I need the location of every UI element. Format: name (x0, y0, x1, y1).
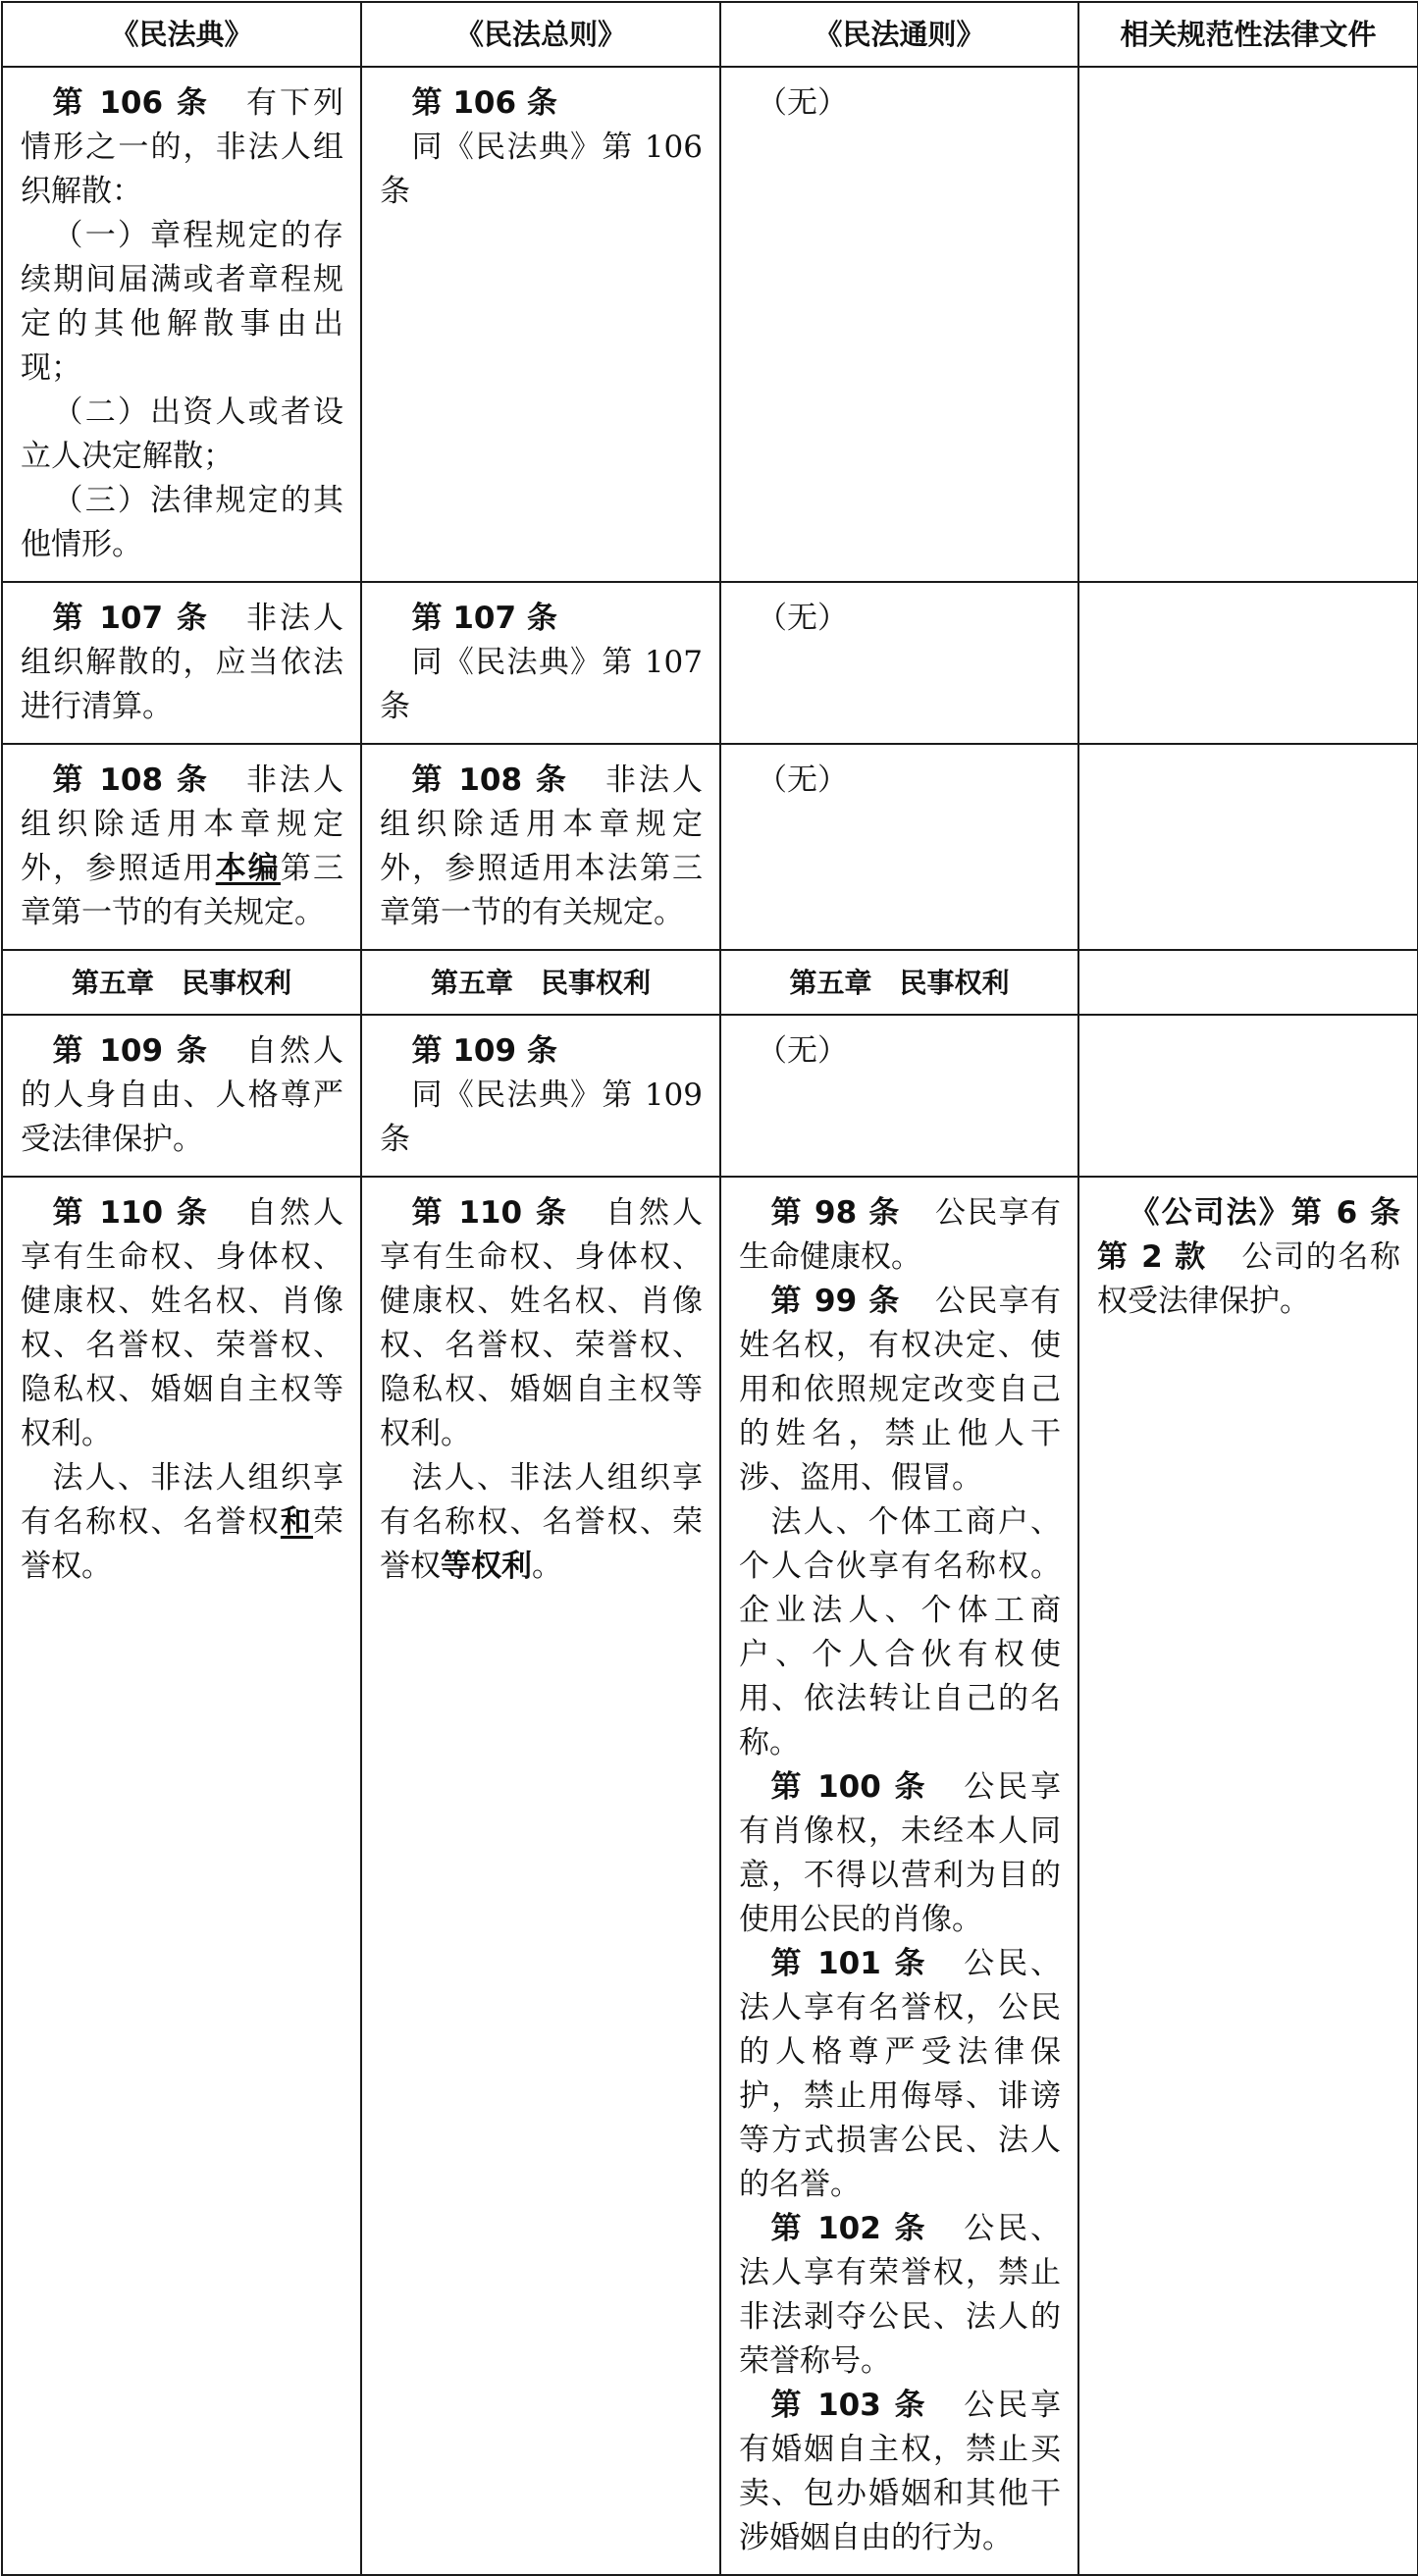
list-item: （二）出资人或者设立人决定解散； (21, 394, 343, 474)
article-number: 第 98 条 (770, 1195, 901, 1231)
cell-civil-code-110 (2, 1177, 361, 2575)
none-marker: （无） (757, 601, 848, 636)
article-text: 荣誉权。 (21, 1504, 344, 1584)
cell-related-documents-109 (1078, 1015, 1418, 1177)
list-item: （一）章程规定的存续期间届满或者章程规定的其他解散事由出现； (21, 218, 343, 386)
article-number: 第 110 条 (52, 1195, 210, 1231)
article-text: 第三章第一节的有关规定。 (21, 851, 344, 930)
article-text: 公民享有姓名权，有权决定、使用和依照规定改变自己的姓名，禁止他人干涉、盗用、假冒。 (739, 1284, 1061, 1496)
highlighted-change: 本编 (215, 851, 281, 886)
cell-related-documents-107 (1078, 582, 1418, 744)
article-text: 公民享有肖像权，未经本人同意，不得以营利为目的使用公民的肖像。 (739, 1769, 1062, 1937)
table-row-article-107 (2, 582, 1418, 744)
article-number: 第 100 条 (770, 1769, 928, 1805)
article-number: 第 102 条 (770, 2211, 928, 2246)
header-related-documents: 相关规范性法律文件 (1078, 2, 1418, 67)
list-item: （三）法律规定的其他情形。 (21, 483, 343, 562)
cell-related-documents-108 (1078, 744, 1418, 950)
article-number: 第 109 条 (411, 1033, 557, 1069)
cell-general-provisions-107 (361, 582, 720, 744)
cell-civil-code-107 (2, 582, 361, 744)
table-row-article-106 (2, 67, 1418, 582)
table-row-article-108 (2, 744, 1418, 950)
article-text: 有下列情形之一的，非法人组织解散： (21, 85, 344, 209)
highlighted-change: 等权利 (441, 1549, 532, 1584)
cell-general-principles-107 (720, 582, 1078, 744)
article-number: 第 106 条 (52, 85, 210, 121)
article-number: 第 109 条 (52, 1033, 210, 1069)
chapter-title-general-provisions: 第五章 民事权利 (361, 950, 720, 1015)
cell-general-principles-110 (720, 1177, 1078, 2575)
article-text: 同《民法典》第 107 条 (380, 645, 703, 724)
article-text: 非法人组织除适用本章规定外，参照适用 (21, 762, 344, 886)
cell-civil-code-109 (2, 1015, 361, 1177)
cell-general-principles-108 (720, 744, 1078, 950)
article-number: 第 103 条 (770, 2388, 928, 2423)
cell-general-principles-109 (720, 1015, 1078, 1177)
article-text: 。 (532, 1549, 562, 1584)
article-text: 公民享有婚姻自主权，禁止买卖、包办婚姻和其他干涉婚姻自由的行为。 (739, 2388, 1062, 2555)
none-marker: （无） (757, 85, 848, 121)
article-text: 法人、个体工商户、个人合伙享有名称权。企业法人、个体工商户、个人合伙有权使用、依法转让自己的名称。 (739, 1504, 1061, 1761)
article-text: 法人、非法人组织享有名称权、名誉权、荣誉权 (380, 1460, 703, 1584)
none-marker: （无） (757, 762, 848, 798)
article-text: 法人、非法人组织享有名称权、名誉权 (21, 1460, 343, 1540)
chapter-title-related-documents (1078, 950, 1418, 1015)
article-text: 公民、法人享有荣誉权，禁止非法剥夺公民、法人的荣誉称号。 (739, 2211, 1062, 2379)
article-number: 第 107 条 (52, 601, 210, 636)
article-text: 非法人组织除适用本章规定外，参照适用本法第三章第一节的有关规定。 (380, 762, 704, 930)
article-text: 同《民法典》第 109 条 (380, 1078, 703, 1157)
cell-civil-code-108 (2, 744, 361, 950)
chapter-title-civil-code: 第五章 民事权利 (2, 950, 361, 1015)
none-marker: （无） (757, 1033, 848, 1069)
article-number: 第 107 条 (411, 601, 557, 636)
header-row (2, 2, 1418, 67)
cell-civil-code-106 (2, 67, 361, 582)
cell-general-provisions-106 (361, 67, 720, 582)
cell-related-documents-110 (1078, 1177, 1418, 2575)
article-number: 第 110 条 (411, 1195, 569, 1231)
document-reference: 《公司法》第 6 条第 2 款 (1097, 1195, 1400, 1275)
article-text: 同《民法典》第 106 条 (380, 130, 703, 209)
cell-general-principles-106 (720, 67, 1078, 582)
cell-general-provisions-109 (361, 1015, 720, 1177)
article-number: 第 108 条 (411, 762, 569, 798)
cell-related-documents-106 (1078, 67, 1418, 582)
table-row-article-110 (2, 1177, 1418, 2575)
header-civil-code: 《民法典》 (2, 2, 361, 67)
article-text: 非法人组织解散的，应当依法进行清算。 (21, 601, 344, 724)
table-row-chapter-heading (2, 950, 1418, 1015)
article-text: 自然人的人身自由、人格尊严受法律保护。 (21, 1033, 344, 1157)
highlighted-change: 和 (280, 1504, 314, 1540)
chapter-title-general-principles: 第五章 民事权利 (720, 950, 1078, 1015)
article-number: 第 101 条 (770, 1946, 928, 1981)
header-general-principles: 《民法通则》 (720, 2, 1078, 67)
cell-general-provisions-108 (361, 744, 720, 950)
table-row-article-109 (2, 1015, 1418, 1177)
header-general-provisions: 《民法总则》 (361, 2, 720, 67)
article-text: 公民、法人享有名誉权，公民的人格尊严受法律保护，禁止用侮辱、诽谤等方式损害公民、法人的名誉。 (739, 1946, 1062, 2202)
article-text: 自然人享有生命权、身体权、健康权、姓名权、肖像权、名誉权、荣誉权、隐私权、婚姻自主权等权利。 (21, 1195, 344, 1451)
cell-general-provisions-110 (361, 1177, 720, 2575)
article-number: 第 106 条 (411, 85, 557, 121)
article-text: 自然人享有生命权、身体权、健康权、姓名权、肖像权、名誉权、荣誉权、隐私权、婚姻自主权等权利。 (380, 1195, 704, 1451)
article-text: 公民享有生命健康权。 (739, 1195, 1061, 1275)
article-number: 第 108 条 (52, 762, 210, 798)
article-text: 公司的名称权受法律保护。 (1097, 1239, 1401, 1319)
article-number: 第 99 条 (770, 1284, 901, 1319)
law-comparison-table (1, 1, 1418, 2576)
